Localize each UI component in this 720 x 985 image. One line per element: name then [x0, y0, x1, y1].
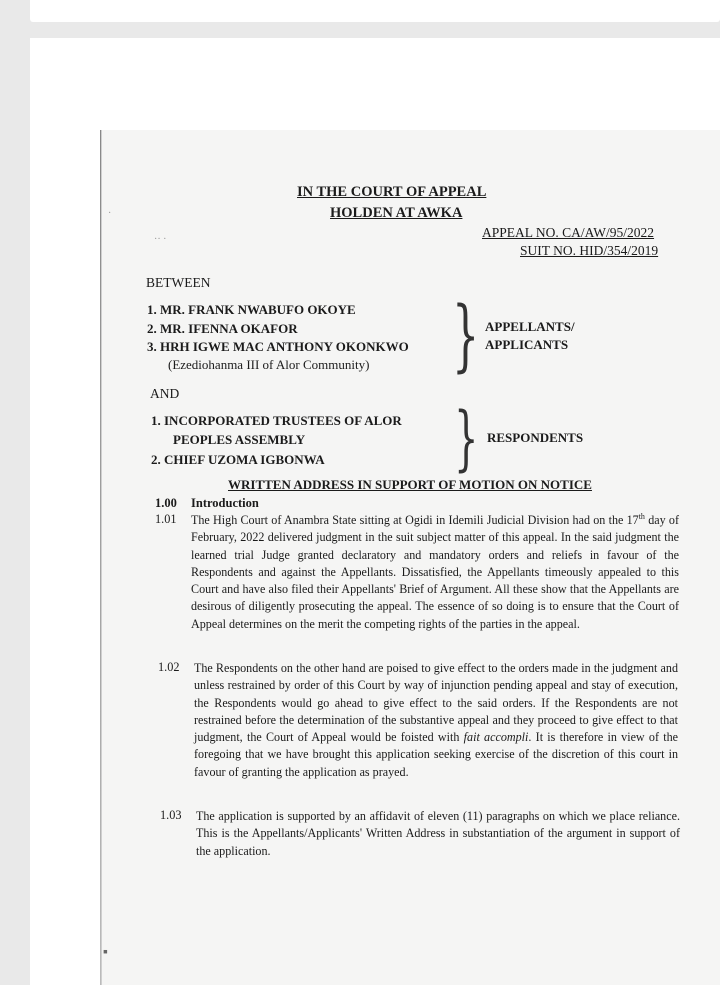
appellant-1: 1. MR. FRANK NWABUFO OKOYE: [147, 302, 356, 317]
appellant-3-title: (Ezediohanma III of Alor Community): [168, 357, 370, 372]
scan-mark: ·· ·: [154, 234, 167, 245]
paragraph-1-02-text-a: The Respondents on the other hand are poised to give effect to the orders made in the judgment and unless restrained by order of this Court by way of injunction pending appeal and stay of execution, the Respondents would go ahead to give effect to the said orders. If the Respondents are not restrained before the determination of the substantive appeal and they proceed to give effect to that judgment, the Court of Appeal would be foisted with: [194, 661, 678, 745]
respondent-1-cont: PEOPLES ASSEMBLY: [173, 432, 306, 447]
paragraph-number-1-01: 1.01: [155, 512, 177, 526]
section-number: 1.00: [155, 496, 177, 510]
court-title: IN THE COURT OF APPEAL: [297, 184, 487, 200]
respondents-brace: }: [454, 397, 479, 479]
between-label: BETWEEN: [146, 275, 211, 290]
respondent-1: 1. INCORPORATED TRUSTEES OF ALOR: [151, 413, 402, 428]
appeal-number: APPEAL NO. CA/AW/95/2022: [482, 225, 655, 240]
respondents-role: RESPONDENTS: [487, 430, 584, 445]
suit-number: SUIT NO. HID/354/2019: [520, 243, 659, 258]
paragraph-1-03: The application is supported by an affidavit of eleven (11) paragraphs on which we place reliance. This is the Appellants/Applicants' Written Address in substantiation of the argument in support of the application.: [196, 809, 680, 858]
respondent-2: 2. CHIEF UZOMA IGBONWA: [151, 452, 325, 467]
document-title: WRITTEN ADDRESS IN SUPPORT OF MOTION ON NOTICE: [228, 477, 592, 492]
appellants-brace: }: [452, 291, 480, 381]
paragraph-1-02-text-b: . It is therefore in view of the foregoing that we have brought this application seeking exercise of the discretion of this court in favour of granting the application as prayed.: [194, 730, 679, 779]
appellants-role-line1: APPELLANTS/: [485, 319, 575, 334]
appellant-2: 2. MR. IFENNA OKAFOR: [147, 321, 298, 336]
court-location: HOLDEN AT AWKA: [330, 205, 463, 221]
scan-mark: ·: [108, 208, 112, 219]
paragraph-number-1-02: 1.02: [158, 660, 180, 674]
paragraph-number-1-03: 1.03: [160, 808, 182, 822]
appellants-role-line2: APPLICANTS: [485, 337, 569, 352]
scan-mark: ▪: [103, 945, 108, 960]
paragraph-1-02: [194, 660, 678, 781]
italic-phrase: fait accompli: [463, 730, 529, 745]
section-heading: Introduction: [191, 496, 259, 510]
paragraph-1-01-text-b: day of February, 2022 delivered judgment in the suit subject matter of this appeal. In the said judgment the learned trial Judge granted declaratory and mandatory orders and reliefs in favour of the Respondents and against the Appellants. Dissatisfied, the Appellants timeously appealed to this Court and have also filed their Appellants' Brief of Argument. All these show that the Appellants are desirous of diligently prosecuting the appeal. The essence of so doing is to ensure that the Court of Appeal determines on the merit the competing rights of the parties in the appeal.: [191, 513, 679, 631]
paragraph-1-01-text-a: The High Court of Anambra State sitting at Ogidi in Idemili Judicial Division had on the 17: [191, 513, 639, 527]
and-label: AND: [150, 386, 180, 401]
previous-card: [30, 0, 720, 22]
paragraph-1-01: [191, 512, 679, 633]
appellant-3: 3. HRH IGWE MAC ANTHONY OKONKWO: [147, 339, 409, 354]
ordinal-suffix: th: [638, 511, 645, 521]
